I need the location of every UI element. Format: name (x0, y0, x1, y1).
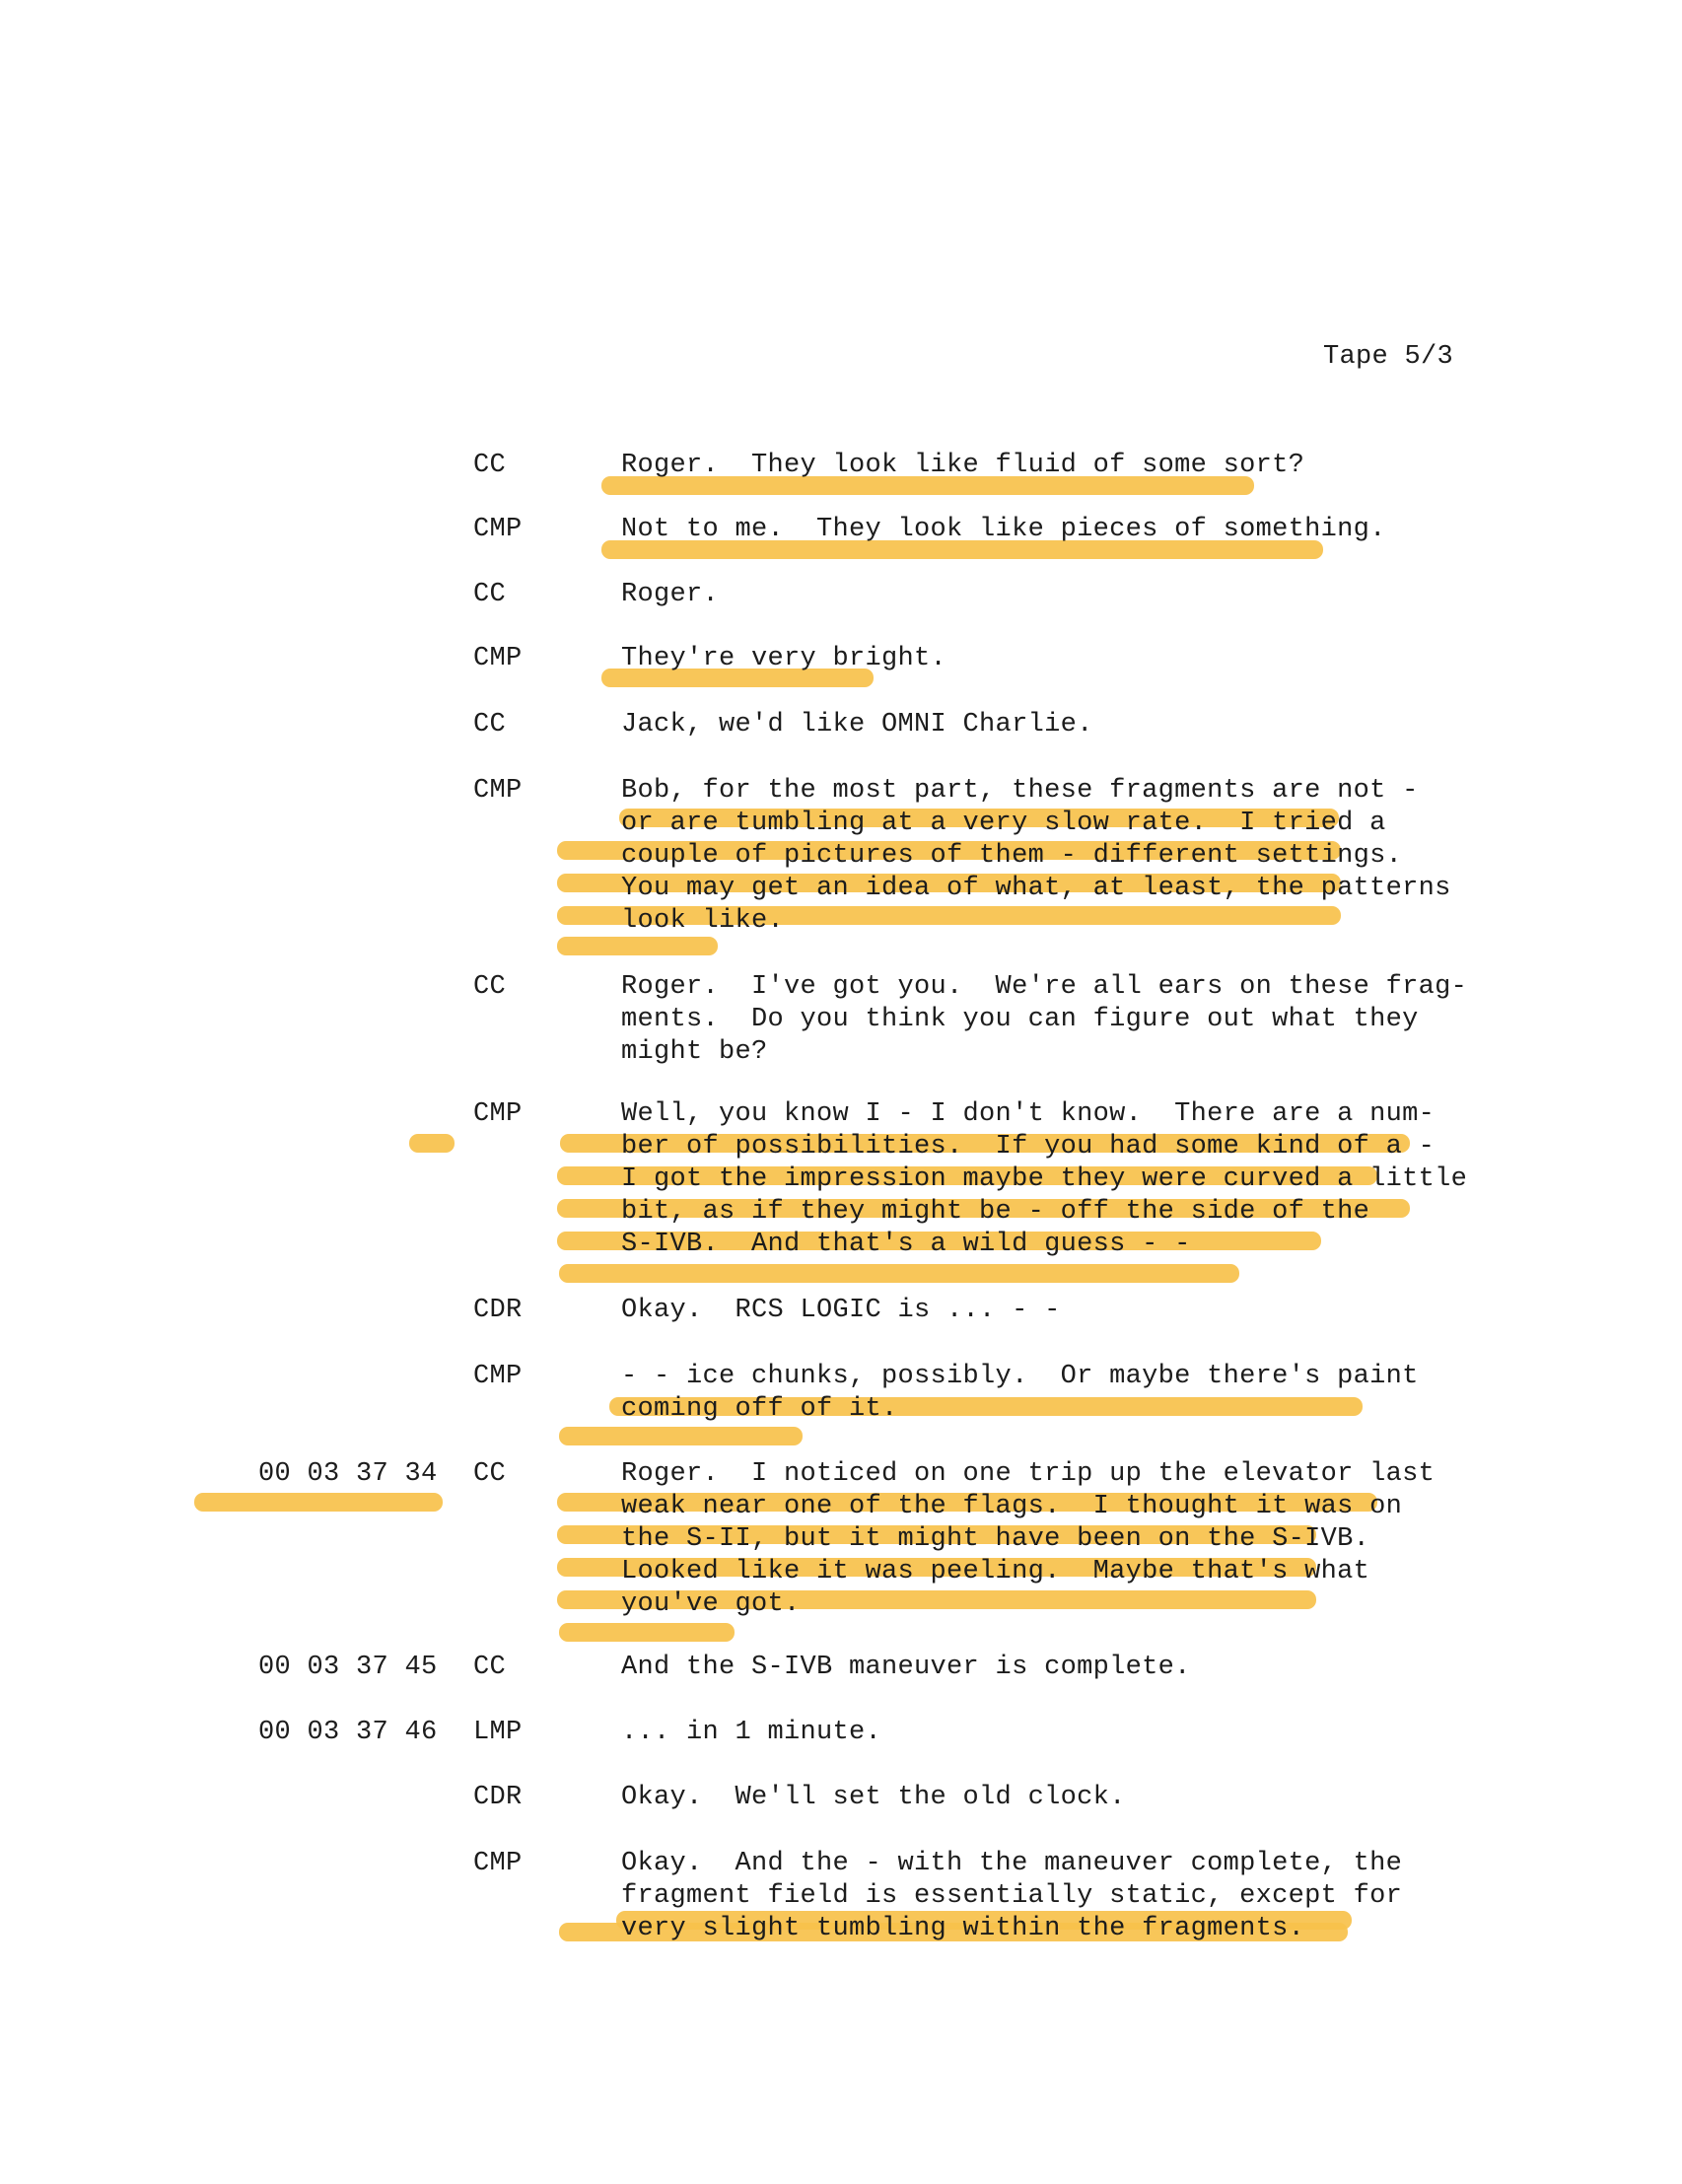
transcript-line: You may get an idea of what, at least, the patterns (621, 874, 1451, 903)
transcript-line: Looked like it was peeling. Maybe that's what (621, 1557, 1370, 1586)
speaker-label: CDR (473, 1296, 523, 1325)
transcript-line: ... in 1 minute. (621, 1718, 882, 1747)
speaker-label: CC (473, 1459, 507, 1489)
transcript-line: bit, as if they might be - off the side of the (621, 1197, 1370, 1227)
timestamp: 00 03 37 34 (258, 1459, 438, 1489)
highlight-mark (559, 1623, 735, 1642)
transcript-line: They're very bright. (621, 644, 947, 673)
transcript-line: I got the impression maybe they were curved a little (621, 1164, 1468, 1194)
speaker-label: CMP (473, 515, 523, 544)
transcript-line: Not to me. They look like pieces of something. (621, 515, 1386, 544)
transcript-line: Bob, for the most part, these fragments are not - (621, 776, 1419, 806)
transcript-line: couple of pictures of them - different settings. (621, 841, 1403, 871)
transcript-line: fragment field is essentially static, except for (621, 1881, 1403, 1911)
speaker-label: CMP (473, 1849, 523, 1878)
transcript-line: Roger. I've got you. We're all ears on these frag- (621, 972, 1468, 1002)
transcript-line: the S-II, but it might have been on the S-IVB. (621, 1524, 1370, 1554)
speaker-label: CC (473, 972, 507, 1002)
speaker-label: CMP (473, 644, 523, 673)
timestamp: 00 03 37 46 (258, 1718, 438, 1747)
transcript-line: Okay. We'll set the old clock. (621, 1783, 1126, 1812)
transcript-line: - - ice chunks, possibly. Or maybe there's paint (621, 1362, 1419, 1391)
transcript-line: Jack, we'd like OMNI Charlie. (621, 710, 1093, 740)
speaker-label: CC (473, 710, 507, 740)
transcript-line: S-IVB. And that's a wild guess - - (621, 1230, 1191, 1259)
transcript-line: Roger. (621, 580, 720, 609)
transcript-line: you've got. (621, 1589, 801, 1619)
tape-label: Tape 5/3 (1323, 342, 1454, 372)
speaker-label: CMP (473, 1362, 523, 1391)
speaker-label: LMP (473, 1718, 523, 1747)
transcript-line: very slight tumbling within the fragments. (621, 1914, 1305, 1943)
speaker-label: CMP (473, 1099, 523, 1129)
transcript-line: or are tumbling at a very slow rate. I tried a (621, 809, 1386, 838)
transcript-line: Well, you know I - I don't know. There are a num- (621, 1099, 1436, 1129)
transcript-line: weak near one of the flags. I thought it was on (621, 1492, 1403, 1521)
speaker-label: CMP (473, 776, 523, 806)
transcript-line: coming off of it. (621, 1394, 898, 1424)
transcript-line: Roger. They look like fluid of some sort? (621, 451, 1305, 480)
transcript-line: might be? (621, 1037, 768, 1067)
transcript-line: And the S-IVB maneuver is complete. (621, 1653, 1191, 1682)
transcript-line: Okay. And the - with the maneuver complete, the (621, 1849, 1403, 1878)
highlight-mark (559, 1427, 803, 1445)
transcript-line: ments. Do you think you can figure out what they (621, 1005, 1419, 1034)
transcript-line: Roger. I noticed on one trip up the elevator last (621, 1459, 1436, 1489)
highlight-mark (557, 937, 718, 955)
transcript-line: ber of possibilities. If you had some kind of a - (621, 1132, 1436, 1162)
speaker-label: CC (473, 1653, 507, 1682)
transcript-line: look like. (621, 906, 785, 936)
highlight-mark (194, 1493, 443, 1512)
timestamp: 00 03 37 45 (258, 1653, 438, 1682)
speaker-label: CDR (473, 1783, 523, 1812)
highlight-mark (409, 1134, 455, 1153)
speaker-label: CC (473, 451, 507, 480)
transcript-line: Okay. RCS LOGIC is ... - - (621, 1296, 1061, 1325)
highlight-mark (559, 1264, 1239, 1283)
speaker-label: CC (473, 580, 507, 609)
